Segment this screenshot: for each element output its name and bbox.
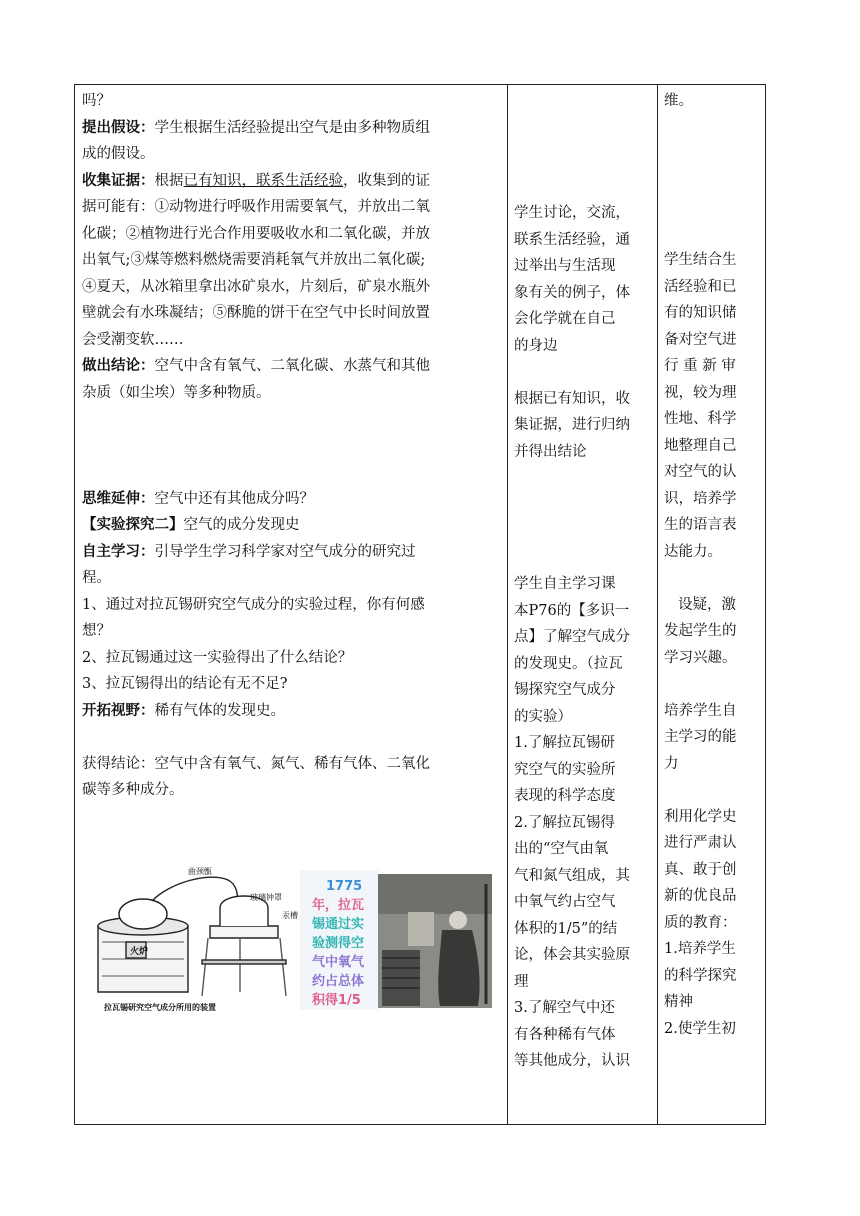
text-line: 并得出结论	[514, 443, 587, 460]
text-line: 利用化学史	[664, 808, 737, 825]
text-line: 2.了解拉瓦锡得	[514, 814, 615, 831]
text-line: 体积的1/5”的结	[514, 920, 618, 937]
text-line: 有各种稀有气体	[514, 1026, 616, 1043]
text-line: 壁就会有水珠凝结；⑤酥脆的饼干在空气中长时间放置	[82, 305, 430, 321]
text-line: 锡探究空气成分	[514, 682, 616, 698]
text-line: 气和氮气组成，其	[514, 867, 630, 884]
text-line: 行 重 新 审	[664, 358, 736, 374]
text-line: 象有关的例子，体	[514, 284, 630, 301]
text-span: 空气中含有氧气、二氧化碳、水蒸气和其他	[154, 358, 430, 374]
text-line: 的身边	[514, 337, 558, 354]
text-line: 1.培养学生	[664, 941, 736, 957]
text-line: 论，体会其实验原	[514, 947, 630, 963]
label-furnace: 火炉	[130, 947, 149, 957]
text-line: 精神	[664, 994, 693, 1010]
text-line: 究空气的实验所	[514, 761, 616, 778]
text-span: 空气中还有其他成分吗？	[154, 490, 314, 507]
step-label: 收集证据：	[82, 171, 155, 189]
text-line: 性地、科学	[664, 411, 737, 427]
text-line: 真、敢于创	[664, 861, 737, 878]
text-line: 进行严肃认	[664, 835, 737, 851]
step-label: 开拓视野：	[82, 701, 155, 719]
text-line: 学生结合生	[664, 252, 737, 268]
text-line: 1.了解拉瓦锡研	[514, 735, 615, 751]
text-line	[82, 698, 504, 725]
text-line: 生的语言表	[664, 517, 737, 533]
text-line: 视，较为理	[664, 384, 737, 401]
text-span: ，收集到的证	[343, 172, 430, 189]
text-line: 达能力。	[664, 543, 722, 560]
callout-line: 锡通过实	[312, 917, 365, 932]
design-intent-column	[664, 88, 760, 1042]
text-line: 出氧气;③煤等燃料燃烧需要消耗氧气并放出二氧化碳;	[82, 252, 426, 268]
text-line: 维。	[664, 93, 693, 109]
text-line: 1、通过对拉瓦锡研究空气成分的实验过程，你有何感	[82, 596, 425, 613]
text-line: 有的知识储	[664, 305, 737, 321]
text-line	[82, 486, 504, 513]
text-line: 吗？	[82, 93, 111, 109]
text-line: 2.使学生初	[664, 1020, 736, 1037]
text-line: 学习兴趣。	[664, 649, 737, 666]
underlined-text: 已有知识，联系生活经验	[183, 172, 343, 189]
label-retort: 曲颈甑	[188, 867, 212, 876]
label-mercury-trough: 汞槽	[282, 911, 298, 920]
text-line: 根据已有知识，收	[514, 390, 630, 407]
callout-line: 年，拉瓦	[312, 898, 365, 913]
text-line: 主学习的能	[664, 729, 737, 745]
callout-line: 1775	[326, 879, 363, 894]
step-label: 思维延伸：	[82, 489, 155, 507]
callout-line: 积得1/5	[312, 993, 361, 1008]
lavoisier-illustration	[90, 864, 494, 1014]
text-line: 会化学就在自己	[514, 311, 616, 327]
text-line: 等其他成分，认识	[514, 1053, 630, 1069]
callout-line: 气中氧气	[312, 955, 365, 970]
text-line: 碳等多种成分。	[82, 782, 184, 798]
text-span: 空气的成分发现史	[183, 517, 300, 533]
text-span: 学生根据生活经验提出空气是由多种物质组	[154, 119, 430, 136]
text-line	[82, 512, 504, 539]
text-line: 过举出与生活现	[514, 258, 616, 274]
lavoisier-photo	[378, 874, 492, 1008]
text-line: 化碳；②植物进行光合作用要吸收水和二氧化碳，并放	[82, 225, 430, 242]
text-line: 地整理自己	[664, 437, 737, 454]
text-line: 2、拉瓦锡通过这一实验得出了什么结论？	[82, 649, 353, 666]
text-line: 出的“空气由氧	[514, 841, 609, 857]
text-line: 新的优良品	[664, 888, 737, 904]
text-line: 发起学生的	[664, 623, 737, 639]
text-span: 引导学生学习科学家对空气成分的研究过	[154, 543, 416, 560]
text-line: 学生自主学习课	[514, 576, 616, 592]
teaching-content-column	[82, 88, 504, 804]
section-label: 【实验探究二】	[82, 516, 184, 533]
text-line: 质的教育：	[664, 914, 737, 931]
figure-caption: 拉瓦锡研究空气成分所用的装置	[104, 1003, 216, 1012]
callout-line: 验测得空	[312, 936, 365, 951]
text-line: 培养学生自	[664, 702, 737, 719]
text-line: 获得结论：空气中含有氧气、氮气、稀有气体、二氧化	[82, 755, 430, 772]
text-line: 设疑，激	[678, 596, 736, 613]
text-line: 想？	[82, 623, 111, 639]
text-line: 杂质（如尘埃）等多种物质。	[82, 384, 271, 401]
text-line	[82, 168, 504, 195]
text-line: 中氧气约占空气	[514, 894, 616, 910]
text-line: 力	[664, 755, 679, 772]
text-line: 识，培养学	[664, 490, 737, 507]
text-line: 点】了解空气成分	[514, 629, 630, 645]
text-line: 会受潮变软……	[82, 331, 184, 348]
text-line: 表现的科学态度	[514, 788, 616, 804]
text-line: 成的假设。	[82, 146, 155, 162]
step-label: 自主学习：	[82, 542, 155, 560]
step-label: 做出结论：	[82, 357, 155, 374]
text-line: 理	[514, 973, 529, 990]
text-line: ④夏天，从冰箱里拿出冰矿泉水，片刻后，矿泉水瓶外	[82, 278, 430, 295]
text-line: 的实验）	[514, 708, 572, 725]
text-line: 的科学探究	[664, 967, 737, 984]
text-line: 集证据，进行归纳	[514, 417, 630, 433]
text-line	[82, 353, 504, 380]
text-span: 根据	[154, 172, 184, 189]
text-line: 备对空气进	[664, 331, 737, 348]
callout-line: 约占总体	[312, 974, 365, 989]
text-line: 3.了解空气中还	[514, 1000, 615, 1016]
table-divider	[657, 84, 658, 1125]
text-span: 稀有气体的发现史。	[154, 702, 285, 719]
text-line: 据可能有：①动物进行呼吸作用需要氧气，并放出二氧	[82, 199, 430, 215]
student-activity-column	[514, 200, 650, 1075]
text-line: 学生讨论，交流，	[514, 205, 630, 221]
text-line: 联系生活经验，通	[514, 231, 630, 248]
text-line: 活经验和已	[664, 278, 737, 295]
label-bell-jar: 玻璃钟罩	[250, 893, 282, 902]
text-line: 3、拉瓦锡得出的结论有无不足?	[82, 676, 288, 692]
text-line	[82, 539, 504, 566]
step-label: 提出假设：	[82, 118, 155, 136]
text-line	[82, 115, 504, 142]
text-line: 的发现史。（拉瓦	[514, 655, 623, 672]
text-line: 程。	[82, 570, 111, 586]
text-line: 对空气的认	[664, 464, 737, 480]
text-line: 本P76的【多识一	[514, 602, 630, 619]
table-divider	[507, 84, 508, 1125]
